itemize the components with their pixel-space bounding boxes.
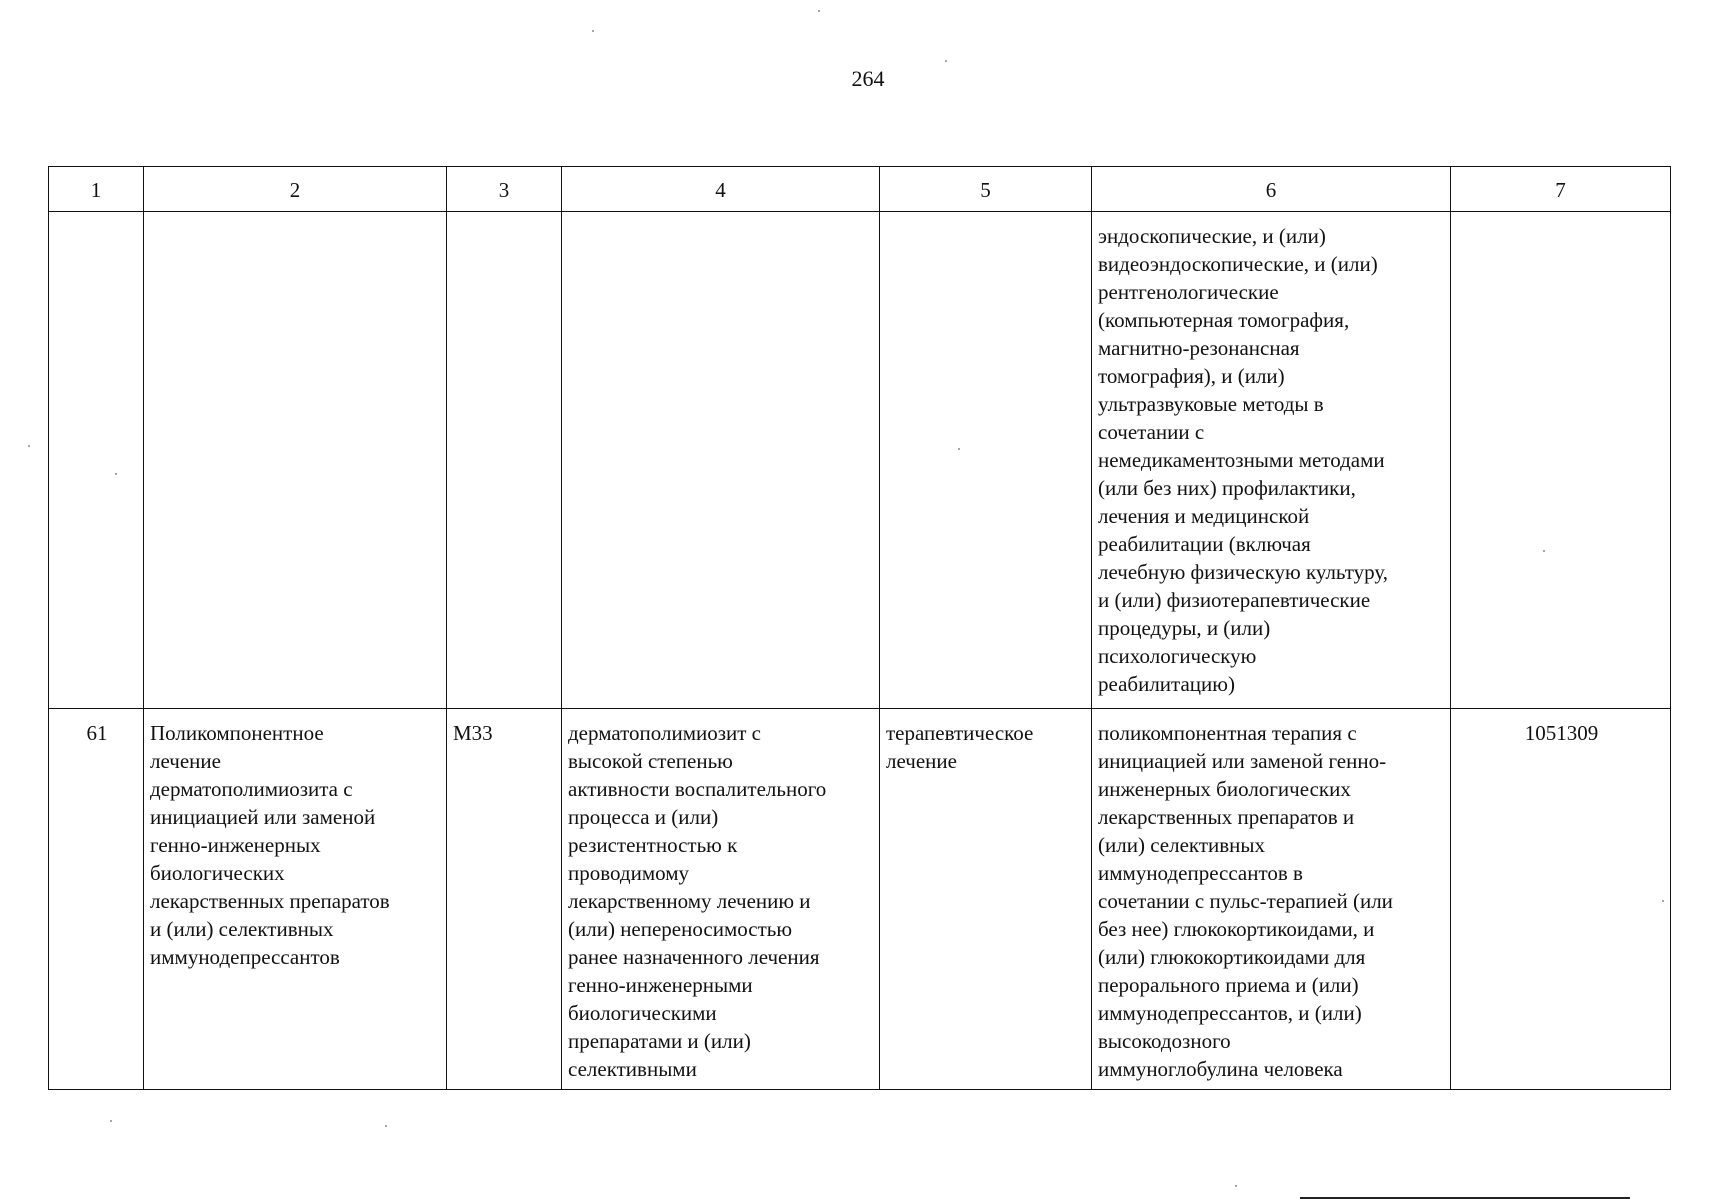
page-number: 264 [851, 66, 885, 91]
cell-name: Поликомпонентное лечение дерматополимиозита с инициацией или заменой генно-инженерных биологических лекарственных препаратов и (или) селективных иммунодепрессантов [144, 709, 447, 1090]
cell-code [447, 212, 562, 709]
cell-number: 61 [49, 709, 144, 1090]
cell-code: М33 [447, 709, 562, 1090]
column-header-3: 3 [447, 167, 562, 212]
column-header-2: 2 [144, 167, 447, 212]
cell-name [144, 212, 447, 709]
scan-speck [385, 1125, 387, 1127]
services-table [48, 166, 1671, 1090]
column-header-7: 7 [1451, 167, 1671, 212]
cell-treatment-type: терапевтическое лечение [880, 709, 1092, 1090]
scan-speck [1235, 1185, 1237, 1187]
signature-line [1300, 1197, 1630, 1199]
scan-speck [592, 30, 594, 32]
cell-price: 1051309 [1451, 709, 1671, 1090]
cell-number [49, 212, 144, 709]
column-header-1: 1 [49, 167, 144, 212]
scan-speck [1543, 550, 1545, 552]
scan-speck [818, 10, 820, 12]
scan-speck [958, 448, 960, 450]
column-header-5: 5 [880, 167, 1092, 212]
table-header-row [49, 167, 1671, 212]
scan-speck [945, 60, 947, 62]
table-row [49, 212, 1671, 709]
cell-condition [562, 212, 880, 709]
cell-method: эндоскопические, и (или) видеоэндоскопические, и (или) рентгенологические (компьютерная томография, магнитно-резонансная томография), и (или) ультразвуковые методы в сочетании с немедикаментозными методами (или без них) профилактики, лечения и медицинской реабилитации (включая лечебную физическую культуру, и (или) физиотерапевтические процедуры, и (или) психологическую реабилитацию) [1092, 212, 1451, 709]
cell-method: поликомпонентная терапия с инициацией или заменой генно- инженерных биологических лекарственных препаратов и (или) селективных иммунодепрессантов в сочетании с пульс-терапией (или без нее) глюкокортикоидами, и (или) глюкокортикоидами для перорального приема и (или) иммунодепрессантов, и (или) высокодозного иммуноглобулина человека [1092, 709, 1451, 1090]
scan-speck [28, 445, 30, 447]
scan-speck [1662, 900, 1664, 902]
scan-speck [110, 1120, 112, 1122]
column-header-4: 4 [562, 167, 880, 212]
cell-price [1451, 212, 1671, 709]
scan-speck [115, 473, 117, 475]
cell-condition: дерматополимиозит с высокой степенью активности воспалительного процесса и (или) резистентностью к проводимому лекарственному лечению и (или) непереносимостью ранее назначенного лечения генно-инженерными биологическими препаратами и (или) селективными [562, 709, 880, 1090]
column-header-6: 6 [1092, 167, 1451, 212]
table-row [49, 709, 1671, 1090]
cell-treatment-type [880, 212, 1092, 709]
